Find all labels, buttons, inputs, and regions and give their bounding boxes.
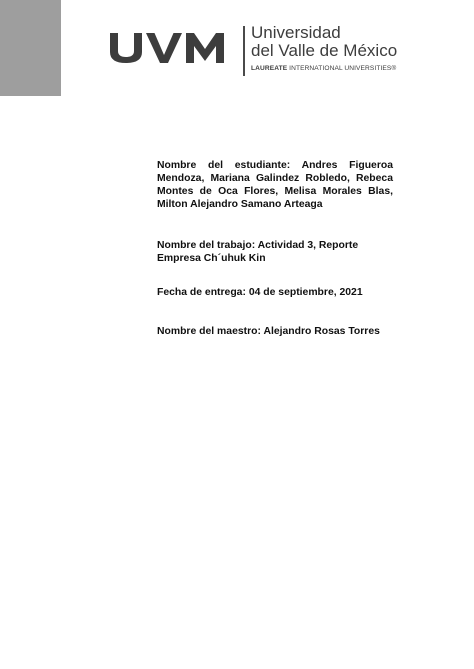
- student-label: Nombre del estudiante:: [157, 160, 291, 171]
- date-value: 04 de septiembre, 2021: [248, 287, 363, 298]
- work-label: Nombre del trabajo:: [157, 240, 256, 251]
- work-block: [157, 239, 393, 265]
- work-title: Actividad 3, Reporte Empresa Ch´uhuk Kin: [157, 240, 359, 264]
- student-names: Andres Figueroa Mendoza, Mariana Galindez Robledo, Rebeca Montes de Oca Flores, Melisa Morales Blas, Milton Alejandro Samano Arteaga: [157, 160, 393, 210]
- corner-gray-block: [0, 0, 61, 96]
- date-label: Fecha de entrega:: [157, 287, 246, 298]
- university-logo: [108, 23, 418, 80]
- network-tagline-bold: LAUREATE: [251, 65, 288, 72]
- date-block: [157, 286, 393, 299]
- teacher-label: Nombre del maestro:: [157, 326, 261, 337]
- network-tagline-rest: INTERNATIONAL UNIVERSITIES®: [287, 65, 397, 72]
- university-name-line1: Universidad: [251, 23, 341, 42]
- university-name: [251, 24, 397, 60]
- logo-divider: [243, 26, 245, 76]
- uvm-logo-mark: [108, 31, 228, 65]
- teacher-name: Alejandro Rosas Torres: [263, 326, 380, 337]
- teacher-block: [157, 325, 393, 338]
- student-block: [157, 159, 393, 211]
- university-name-line2: del Valle de México: [251, 41, 398, 60]
- network-tagline: [251, 65, 396, 72]
